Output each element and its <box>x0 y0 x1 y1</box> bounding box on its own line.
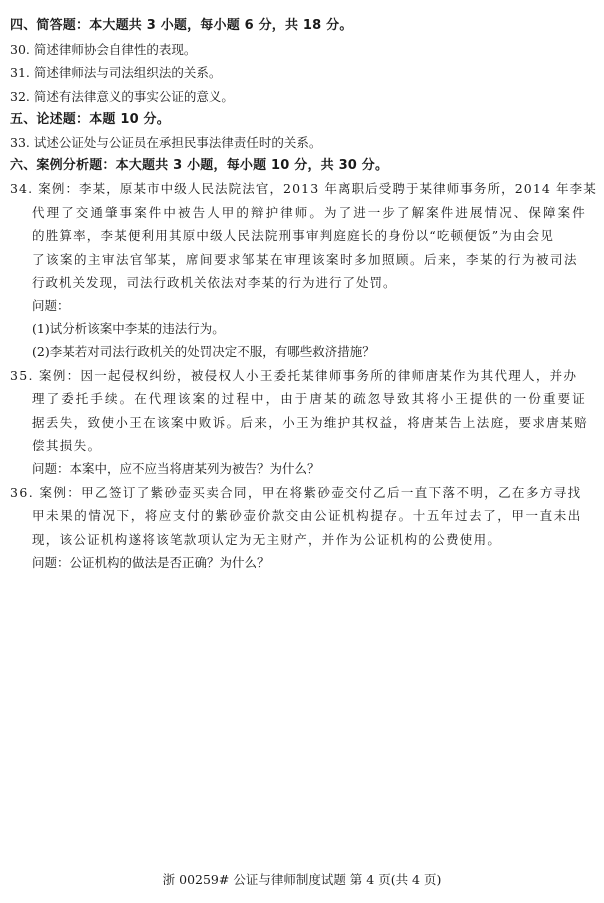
question-35-line-4: 偿其损失。 <box>32 438 102 453</box>
question-36-line-2: 甲未果的情况下，将应支付的紫砂壶价款交由公证机构提存。十五年过去了，甲一直未出 <box>32 508 582 523</box>
question-36-line-1: 36. 案例：甲乙签订了紫砂壶买卖合同，甲在将紫砂壶交付乙后一直下落不明，乙在多方寻找 <box>10 485 582 500</box>
question-34-line-5: 行政机关发现，司法行政机关依法对李某的行为进行了处罚。 <box>32 275 397 290</box>
question-35-line-2: 理了委托手续。在代理该案的过程中，由于唐某的疏忽导致其将小王提供的一份重要证 <box>32 391 587 406</box>
question-33: 33. 试述公证处与公证员在承担民事法律责任时的关系。 <box>10 135 322 150</box>
question-31: 31. 简述律师法与司法组织法的关系。 <box>10 65 222 80</box>
section-5-heading: 五、论述题：本题 10 分。 <box>10 112 170 127</box>
question-34-sub-2: (2)李某若对司法行政机关的处罚决定不服，有哪些救济措施？ <box>32 344 375 359</box>
question-34-line-4: 了该案的主审法官邹某，席间要求邹某在审理该案时多加照顾。后来，李某的行为被司法 <box>32 252 579 267</box>
question-32: 32. 简述有法律意义的事实公证的意义。 <box>10 89 234 104</box>
question-34-line-1: 34. 案例：李某，原某市中级人民法院法官，2013 年离职后受聘于某律师事务所，2014 年李某 <box>10 181 597 196</box>
question-34-line-3: 的胜算率，李某便利用其原中级人民法院刑事审判庭庭长的身份以“吃顿便饭”为由会见 <box>32 228 555 243</box>
page-footer: 浙 00259# 公证与律师制度试题 第 4 页(共 4 页) <box>162 872 442 887</box>
question-36-line-3: 现，该公证机构遂将该笔款项认定为无主财产，并作为公证机构的公费使用。 <box>32 532 502 547</box>
question-36-question: 问题：公证机构的做法是否正确？为什么？ <box>32 555 270 570</box>
question-34-line-2: 代理了交通肇事案件中被告人甲的辩护律师。为了进一步了解案件进展情况、保障案件 <box>32 205 587 220</box>
question-34-sub-1: (1)试分析该案中李某的违法行为。 <box>32 321 225 336</box>
question-35-question: 问题：本案中，应不应当将唐某列为被告？为什么？ <box>32 461 320 476</box>
question-34-question-label: 问题： <box>32 298 70 313</box>
question-35-line-3: 据丢失，致使小王在该案中败诉。后来，小王为维护其权益，将唐某告上法庭，要求唐某赔 <box>32 415 589 430</box>
question-35-line-1: 35. 案例：因一起侵权纠纷，被侵权人小王委托某律师事务所的律师唐某作为其代理人，并办 <box>10 368 578 383</box>
section-4-heading: 四、简答题：本大题共 3 小题，每小题 6 分，共 18 分。 <box>10 18 353 33</box>
section-6-heading: 六、案例分析题：本大题共 3 小题，每小题 10 分，共 30 分。 <box>10 158 389 173</box>
question-30: 30. 简述律师协会自律性的表现。 <box>10 42 197 57</box>
